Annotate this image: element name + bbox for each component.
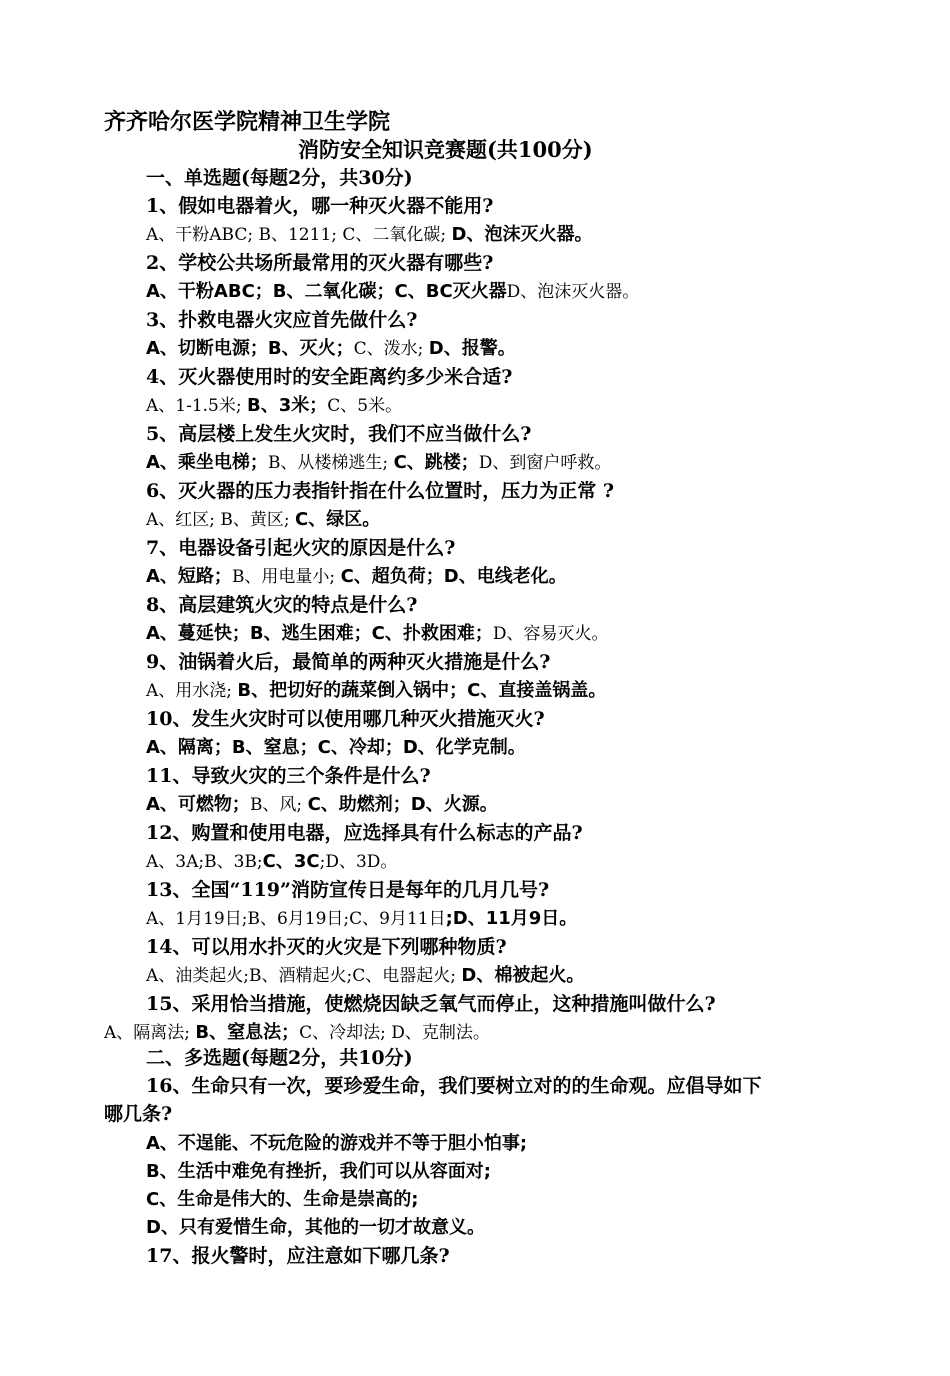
option-segment: A、干粉ABC; B、1211; C、二氧化碳; bbox=[146, 225, 452, 245]
school-name: 齐齐哈尔医学院精神卫生学院 bbox=[104, 109, 391, 135]
question-4: 4、灭火器使用时的安全距离约多少米合适? bbox=[146, 366, 513, 388]
question-10: 10、发生火灾时可以使用哪几种灭火措施灭火? bbox=[146, 708, 545, 730]
question-7: 7、电器设备引起火灾的原因是什么? bbox=[146, 537, 456, 559]
question-16-option-c: C、生命是伟大的、生命是崇高的; bbox=[146, 1189, 419, 1210]
option-segment: C、助燃剂；D、火源。 bbox=[307, 794, 498, 815]
option-segment: C、跳楼； bbox=[393, 452, 479, 473]
question-8: 8、高层建筑火灾的特点是什么? bbox=[146, 594, 418, 616]
option-segment: C、绿区。 bbox=[295, 509, 381, 530]
option-segment: A、隔离；B、窒息；C、冷却；D、化学克制。 bbox=[146, 737, 526, 758]
option-segment: D、到窗户呼救。 bbox=[478, 453, 612, 473]
question-5-options bbox=[146, 449, 611, 477]
option-segment: B、从楼梯逃生; bbox=[267, 453, 394, 473]
question-3: 3、扑救电器火灾应首先做什么? bbox=[146, 309, 418, 331]
question-12-options bbox=[146, 848, 397, 876]
question-2-options bbox=[146, 278, 639, 306]
option-segment: A、红区; B、黄区; bbox=[146, 510, 296, 530]
question-11: 11、导致火灾的三个条件是什么? bbox=[146, 765, 431, 787]
question-15: 15、采用恰当措施，使燃烧因缺乏氧气而停止，这种措施叫做什么? bbox=[146, 993, 716, 1015]
question-9-options bbox=[146, 677, 606, 705]
question-16-option-b: B、生活中难免有挫折，我们可以从容面对; bbox=[146, 1161, 491, 1182]
question-13-options bbox=[146, 905, 577, 933]
question-16-option-d: D、只有爱惜生命，其他的一切才故意义。 bbox=[146, 1217, 485, 1238]
question-6-options bbox=[146, 506, 380, 534]
option-segment: A、隔离法; bbox=[104, 1023, 196, 1043]
question-7-options bbox=[146, 563, 567, 591]
option-segment: B、把切好的蔬菜倒入锅中；C、直接盖锅盖。 bbox=[237, 680, 607, 701]
option-segment: C、超负荷；D、电线老化。 bbox=[340, 566, 567, 587]
question-3-options bbox=[146, 335, 516, 363]
option-segment: D、泡沫灭火器。 bbox=[506, 282, 640, 302]
question-16-option-a: A、不逞能、不玩危险的游戏并不等于胆小怕事; bbox=[146, 1133, 528, 1154]
question-1-options bbox=[146, 221, 592, 249]
question-16-line1: 16、生命只有一次，要珍爱生命，我们要树立对的的生命观。应倡导如下 bbox=[146, 1075, 762, 1097]
option-segment: D、泡沫灭火器。 bbox=[451, 224, 593, 245]
option-segment: A、乘坐电梯； bbox=[146, 452, 268, 473]
question-8-options bbox=[146, 620, 609, 648]
question-12: 12、购置和使用电器，应选择具有什么标志的产品? bbox=[146, 822, 583, 844]
option-segment: ;D、11月9日。 bbox=[445, 908, 578, 929]
option-segment: B、用电量小; bbox=[231, 567, 341, 587]
question-4-options bbox=[146, 392, 402, 420]
option-segment: D、报警。 bbox=[428, 338, 516, 359]
question-15-options bbox=[104, 1019, 490, 1047]
option-segment: A、蔓延快；B、逃生困难；C、扑救困难； bbox=[146, 623, 493, 644]
option-segment: C、冷却法; D、克制法。 bbox=[299, 1023, 490, 1043]
exam-title: 消防安全知识竞赛题(共100分) bbox=[298, 137, 593, 162]
question-5: 5、高层楼上发生火灾时，我们不应当做什么? bbox=[146, 423, 532, 445]
question-9: 9、油锅着火后，最简单的两种灭火措施是什么? bbox=[146, 651, 551, 673]
option-segment: C、泼水; bbox=[353, 339, 429, 359]
section-multi-choice: 二、多选题(每题2分，共10分) bbox=[146, 1047, 413, 1069]
option-segment: D、棉被起火。 bbox=[461, 965, 585, 986]
option-segment: B、3米； bbox=[247, 395, 328, 416]
question-6: 6、灭火器的压力表指针指在什么位置时，压力为正常 ? bbox=[146, 480, 614, 502]
option-segment: A、干粉ABC；B、二氧化碳；C、BC灭火器 bbox=[146, 281, 507, 302]
question-2: 2、学校公共场所最常用的灭火器有哪些? bbox=[146, 252, 494, 274]
option-segment: B、窒息法； bbox=[195, 1022, 300, 1043]
question-16-line2: 哪几条? bbox=[104, 1103, 173, 1125]
question-14: 14、可以用水扑灭的火灾是下列哪种物质? bbox=[146, 936, 507, 958]
question-11-options bbox=[146, 791, 498, 819]
option-segment: A、用水浇; bbox=[146, 681, 238, 701]
option-segment: A、1月19日;B、6月19日;C、9月11日 bbox=[146, 909, 446, 929]
question-14-options bbox=[146, 962, 584, 990]
option-segment: B、风; bbox=[249, 795, 308, 815]
option-segment: C、5米。 bbox=[327, 396, 403, 416]
option-segment: A、可燃物； bbox=[146, 794, 250, 815]
option-segment: A、油类起火;B、酒精起火;C、电器起火; bbox=[146, 966, 462, 986]
option-segment: A、切断电源；B、灭火； bbox=[146, 338, 354, 359]
option-segment: A、短路； bbox=[146, 566, 232, 587]
question-13: 13、全国“119”消防宣传日是每年的几月几号? bbox=[146, 879, 550, 901]
option-segment: A、3A;B、3B; bbox=[146, 852, 263, 872]
question-1: 1、假如电器着火，哪一种灭火器不能用? bbox=[146, 195, 494, 217]
option-segment: A、1-1.5米; bbox=[146, 396, 248, 416]
section-single-choice: 一、单选题(每题2分，共30分) bbox=[146, 167, 413, 189]
option-segment: ;D、3D。 bbox=[319, 852, 398, 872]
question-17: 17、报火警时，应注意如下哪几条? bbox=[146, 1245, 450, 1267]
option-segment: C、3C bbox=[262, 851, 320, 872]
option-segment: D、容易灭火。 bbox=[492, 624, 609, 644]
question-10-options bbox=[146, 734, 526, 762]
